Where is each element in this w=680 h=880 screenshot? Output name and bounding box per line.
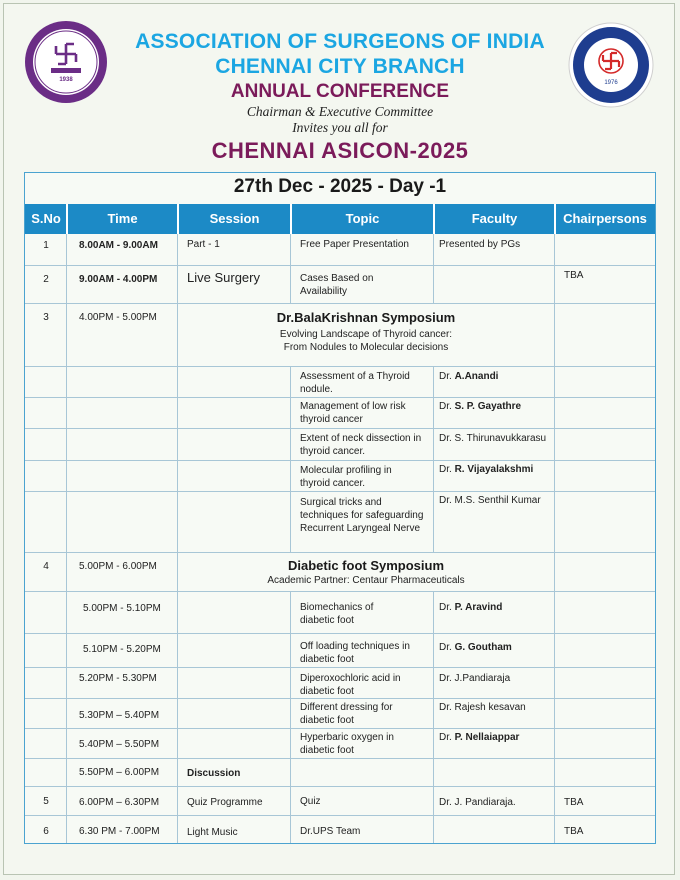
header-divider [433, 204, 435, 234]
symposium-title: Dr.BalaKrishnan Symposium [276, 310, 456, 325]
cell-time: 5.30PM – 5.40PM [79, 710, 160, 721]
cell-faculty: Dr. M.S. Senthil Kumar [439, 495, 541, 506]
cell-sno: 5 [43, 796, 49, 807]
row-divider [25, 728, 655, 729]
cell-topic: Biomechanics of diabetic foot [300, 602, 374, 626]
cell-topic: Surgical tricks and techniques for safeguarding Recurrent Laryngeal Nerve [300, 497, 424, 534]
cell-faculty: Dr. P. Aravind [439, 602, 503, 613]
cell-sno: 2 [43, 274, 49, 285]
cell-topic: Quiz [300, 796, 321, 807]
row-divider [25, 591, 655, 592]
col-divider [433, 234, 434, 303]
cell-session: Light Music [187, 827, 238, 838]
cell-time: 5.10PM - 5.20PM [83, 644, 161, 655]
cell-time: 5.00PM - 6.00PM [79, 561, 157, 572]
svg-text:1938: 1938 [59, 77, 73, 83]
cell-session: Quiz Programme [187, 797, 263, 808]
cell-topic: Hyperbaric oxygen in diabetic foot [300, 732, 394, 756]
row-divider [25, 633, 655, 634]
cell-time: 5.50PM – 6.00PM [79, 767, 160, 778]
row-divider [25, 460, 655, 461]
cell-time: 4.00PM - 5.00PM [79, 312, 157, 323]
cell-topic: Cases Based on Availability [300, 273, 374, 297]
cell-chair: TBA [564, 826, 584, 837]
col-divider [433, 366, 434, 552]
row-divider [25, 366, 655, 367]
row-divider [25, 397, 655, 398]
row-divider [25, 815, 655, 816]
col-divider [177, 234, 178, 843]
cell-faculty: Dr. P. Nellaiappar [439, 732, 520, 743]
col-header-topic: Topic [345, 211, 380, 226]
invite-line-2: Invites you all for [292, 120, 388, 135]
row-divider [25, 491, 655, 492]
col-divider [554, 234, 555, 843]
cell-faculty: Dr. R. Vijayalakshmi [439, 464, 534, 475]
cell-sno: 4 [43, 561, 49, 572]
cell-topic: Management of low risk thyroid cancer [300, 401, 406, 425]
col-divider [290, 234, 291, 303]
col-header-sno: S.No [31, 211, 61, 226]
header-divider [66, 204, 68, 234]
cell-chair: TBA [564, 797, 584, 808]
cell-faculty: Dr. Rajesh kesavan [439, 702, 526, 713]
col-header-time: Time [107, 211, 138, 226]
cell-time: 5.20PM - 5.30PM [79, 673, 157, 684]
cell-topic: Assessment of a Thyroid nodule. [300, 371, 410, 395]
cell-chair: TBA [564, 270, 584, 281]
symposium-subtitle: Academic Partner: Centaur Pharmaceuticals [267, 575, 465, 586]
cell-topic: Off loading techniques in diabetic foot [300, 641, 410, 665]
branch-name: CHENNAI CITY BRANCH [215, 55, 465, 78]
col-header-session: Session [209, 211, 260, 226]
cell-session: Part - 1 [187, 239, 220, 250]
row-divider [25, 698, 655, 699]
cell-faculty: Dr. S. P. Gayathre [439, 401, 522, 412]
cell-sno: 6 [43, 826, 49, 837]
cell-sno: 3 [43, 312, 49, 323]
cell-topic: Free Paper Presentation [300, 239, 409, 250]
col-divider [66, 234, 67, 843]
cell-time: 8.00AM - 9.00AM [79, 240, 158, 251]
cell-session: Live Surgery [187, 270, 260, 285]
cell-time: 9.00AM - 4.00PM [79, 274, 158, 285]
cell-session: Discussion [187, 768, 241, 779]
cell-time: 6.00PM – 6.30PM [79, 797, 160, 808]
row-divider [25, 667, 655, 668]
col-header-faculty: Faculty [471, 211, 518, 226]
day-title: 27th Dec - 2025 - Day -1 [233, 176, 447, 197]
cell-faculty: Dr. G. Goutham [439, 642, 512, 653]
invite-line-1: Chairman & Executive Committee [246, 104, 434, 119]
cell-faculty: Dr. J. Pandiaraja. [439, 797, 516, 808]
col-divider [290, 366, 291, 552]
row-divider [25, 428, 655, 429]
svg-text:1976: 1976 [604, 80, 618, 86]
row-divider [25, 265, 655, 266]
symposium-subtitle: Evolving Landscape of Thyroid cancer: [279, 329, 453, 340]
col-divider [290, 591, 291, 843]
cell-topic: Different dressing for diabetic foot [300, 702, 393, 726]
row-divider [25, 758, 655, 759]
cell-faculty: Dr. J.Pandiaraja [439, 673, 511, 684]
row-divider [25, 303, 655, 304]
cell-faculty: Dr. S. Thirunavukkarasu [439, 433, 547, 444]
symposium-subtitle: From Nodules to Molecular decisions [283, 342, 449, 353]
symposium-title: Diabetic foot Symposium [287, 558, 445, 573]
cell-sno: 1 [43, 240, 49, 251]
cell-topic: Molecular profiling in thyroid cancer. [300, 465, 392, 489]
header-divider [554, 204, 556, 234]
cell-time: 6.30 PM - 7.00PM [79, 826, 160, 837]
cell-topic: Dr.UPS Team [300, 826, 361, 837]
cell-topic: Extent of neck dissection in thyroid cancer. [300, 433, 422, 457]
header-divider [177, 204, 179, 234]
event-name: CHENNAI ASICON-2025 [211, 138, 469, 163]
cell-faculty: Dr. A.Anandi [439, 371, 499, 382]
event-type: ANNUAL CONFERENCE [230, 81, 450, 102]
cell-time: 5.00PM - 5.10PM [83, 603, 161, 614]
row-divider [25, 552, 655, 553]
cell-faculty: Presented by PGs [439, 239, 521, 250]
cell-time: 5.40PM – 5.50PM [79, 739, 160, 750]
header-divider [290, 204, 292, 234]
row-divider [25, 786, 655, 787]
col-header-chairpersons: Chairpersons [563, 211, 647, 226]
col-divider [433, 591, 434, 843]
org-name: ASSOCIATION OF SURGEONS OF INDIA [135, 30, 545, 53]
cell-topic: Diperoxochloric acid in diabetic foot [300, 673, 401, 697]
